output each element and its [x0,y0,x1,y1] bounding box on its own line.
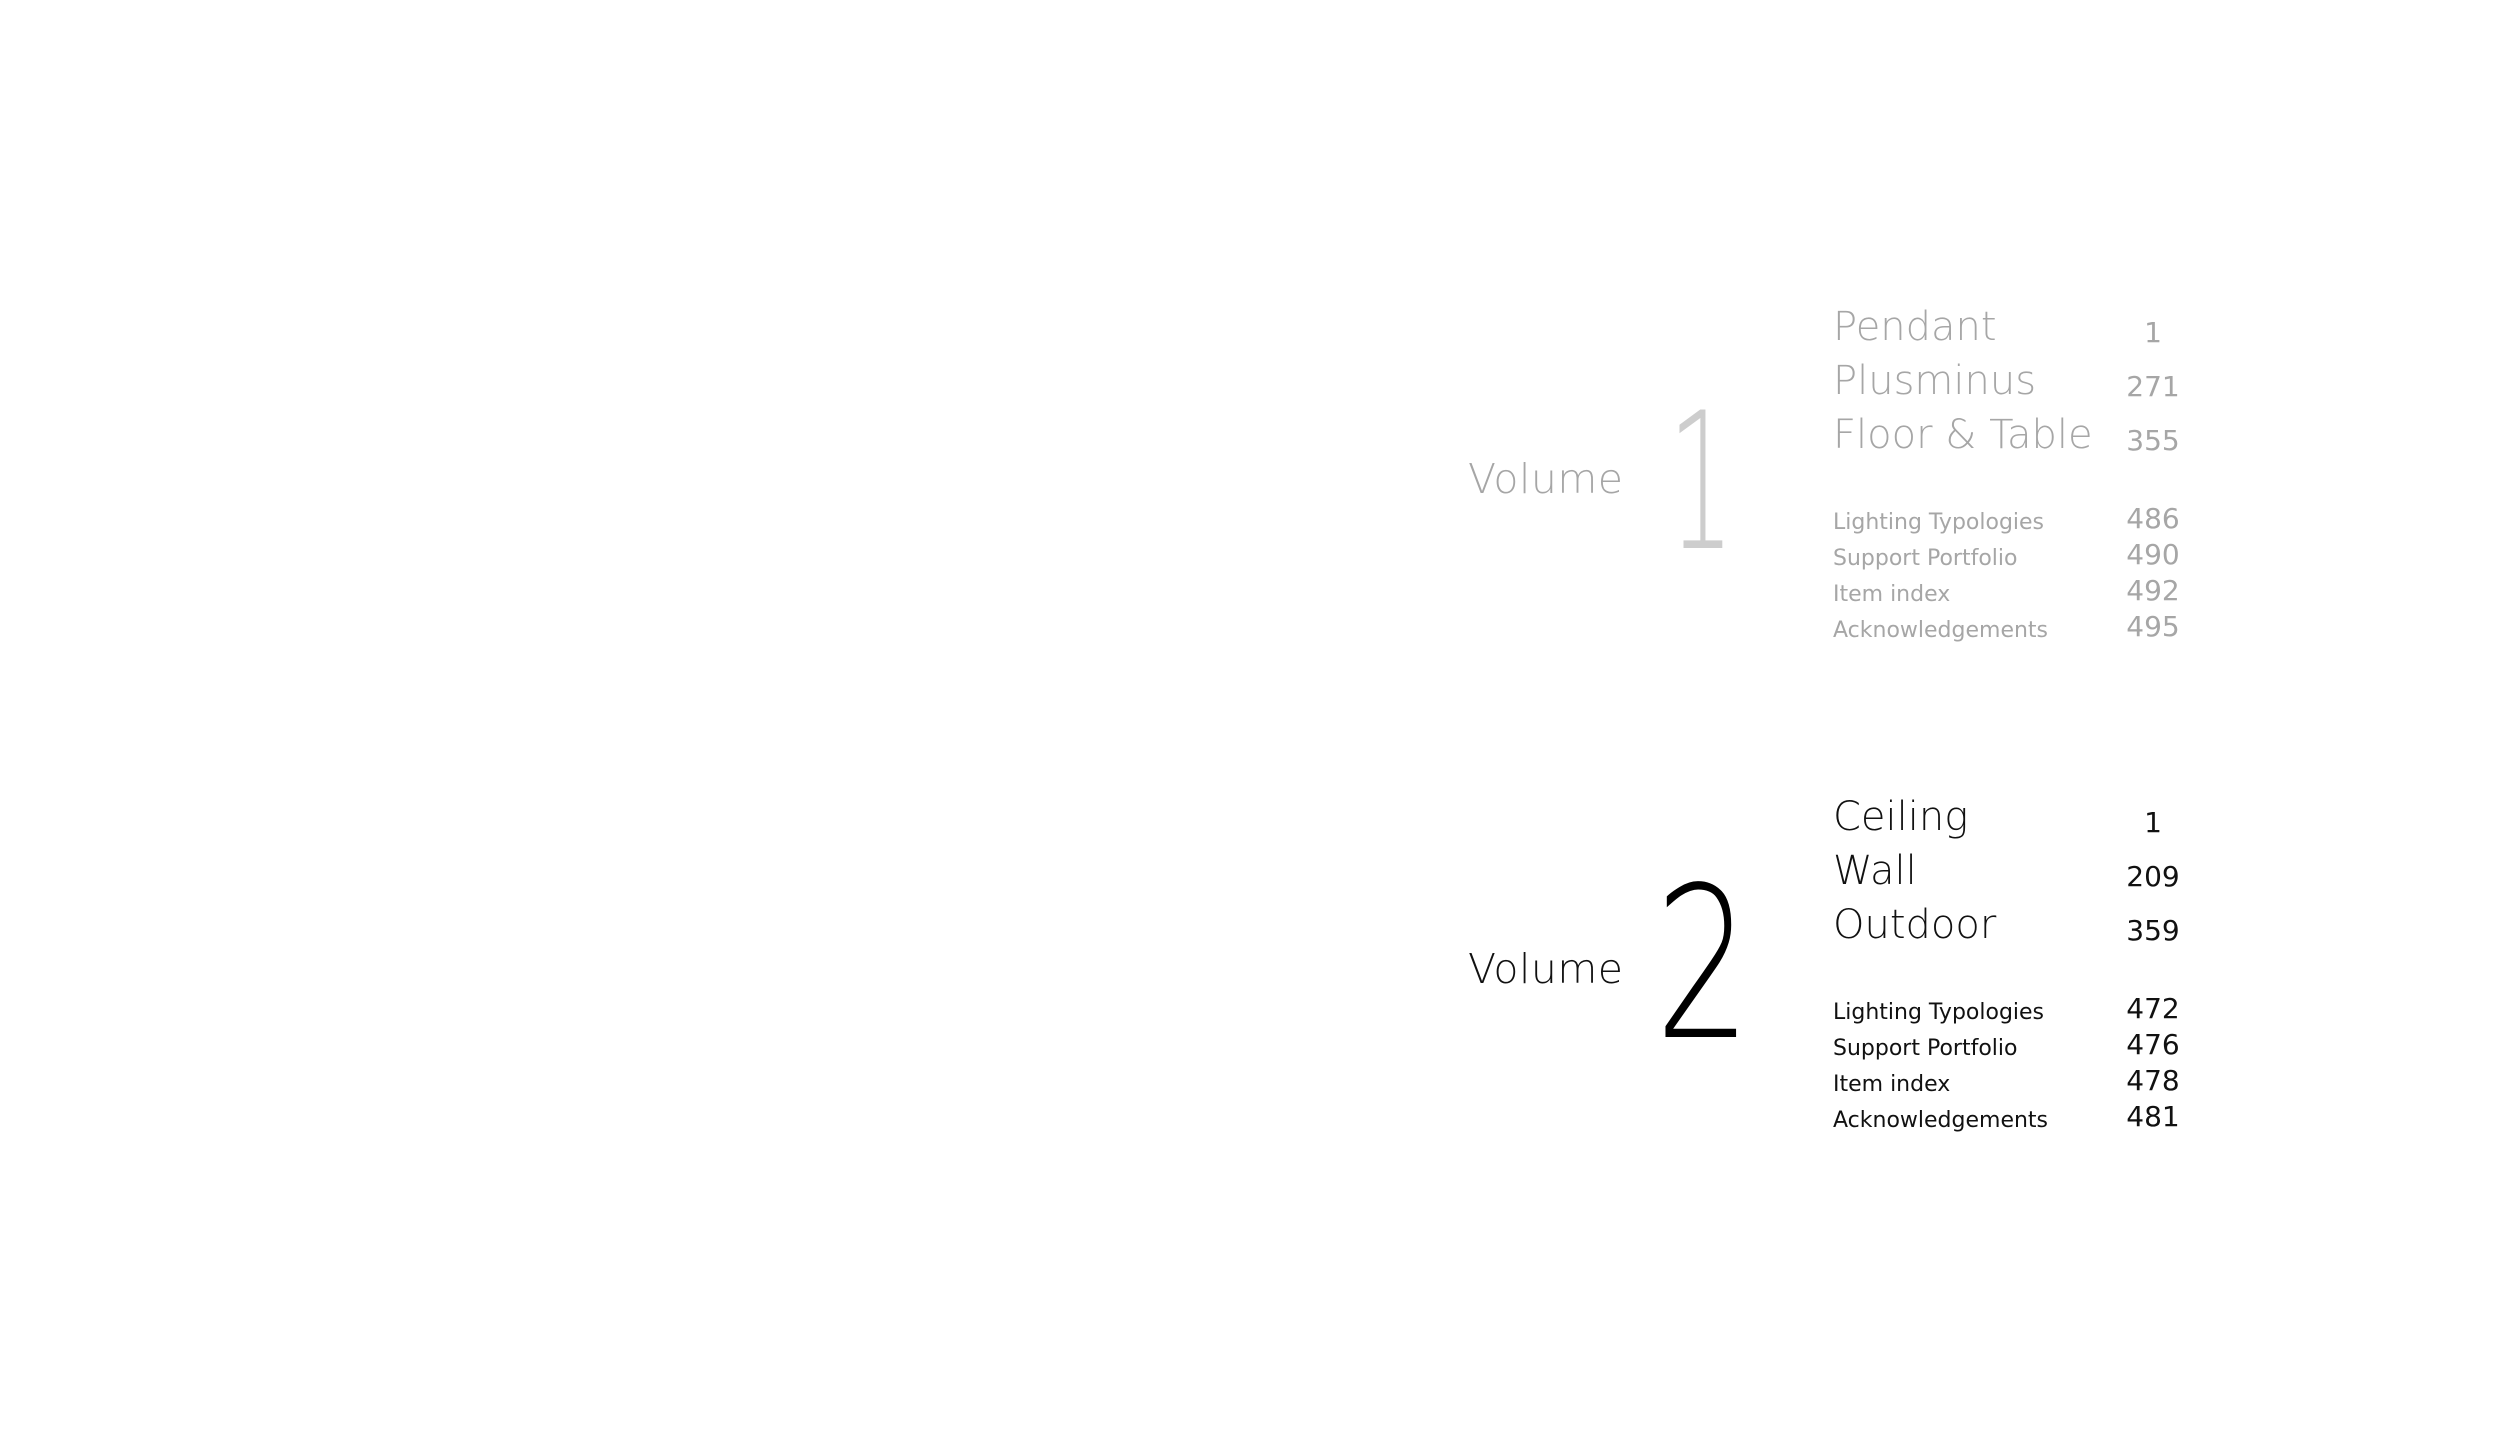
appendix-title: Acknowledgements [1833,618,2049,643]
chapter-page: 355 [2126,424,2180,457]
appendix-title: Lighting Typologies [1833,510,2045,535]
volume-number: 1 [1668,372,1735,593]
appendix-list [1833,502,2193,649]
chapter-page: 359 [2126,914,2180,947]
appendix-entry[interactable] [1833,992,2193,1031]
appendix-list [1833,992,2193,1139]
chapter-entry[interactable] [1833,300,2193,354]
appendix-title: Lighting Typologies [1833,1000,2045,1025]
chapter-title: Floor & Table [1833,412,2093,458]
volume-number: 2 [1655,842,1752,1087]
appendix-entry[interactable] [1833,1028,2193,1067]
chapter-entry[interactable] [1833,844,2193,898]
appendix-title: Support Portfolio [1833,1036,2018,1061]
appendix-page: 478 [2126,1064,2180,1097]
appendix-title: Acknowledgements [1833,1108,2049,1133]
chapter-page: 1 [2144,316,2162,349]
appendix-title: Item index [1833,1072,1951,1097]
appendix-page: 472 [2126,992,2180,1025]
chapter-entry[interactable] [1833,898,2193,952]
appendix-page: 476 [2126,1028,2180,1061]
appendix-page: 492 [2126,574,2180,607]
appendix-entry[interactable] [1833,574,2193,613]
appendix-page: 481 [2126,1100,2180,1133]
appendix-page: 495 [2126,610,2180,643]
chapter-entry[interactable] [1833,408,2193,462]
appendix-entry[interactable] [1833,502,2193,541]
chapter-title: Pendant [1833,304,1997,350]
volume-label: Volume [1468,945,1624,993]
chapter-list [1833,790,2193,952]
chapter-title: Ceiling [1833,794,1969,840]
appendix-page: 490 [2126,538,2180,571]
appendix-entry[interactable] [1833,1100,2193,1139]
volume-2-section [0,790,2499,1210]
appendix-title: Support Portfolio [1833,546,2018,571]
chapter-entry[interactable] [1833,354,2193,408]
chapter-title: Wall [1833,848,1917,894]
chapter-page: 271 [2126,370,2180,403]
appendix-entry[interactable] [1833,538,2193,577]
appendix-title: Item index [1833,582,1951,607]
appendix-entry[interactable] [1833,610,2193,649]
volume-label: Volume [1468,455,1624,503]
chapter-page: 209 [2126,860,2180,893]
appendix-page: 486 [2126,502,2180,535]
appendix-entry[interactable] [1833,1064,2193,1103]
volume-1-section [0,300,2499,720]
chapter-title: Plusminus [1833,358,2037,404]
chapter-list [1833,300,2193,462]
chapter-title: Outdoor [1833,902,1997,948]
chapter-page: 1 [2144,806,2162,839]
chapter-entry[interactable] [1833,790,2193,844]
